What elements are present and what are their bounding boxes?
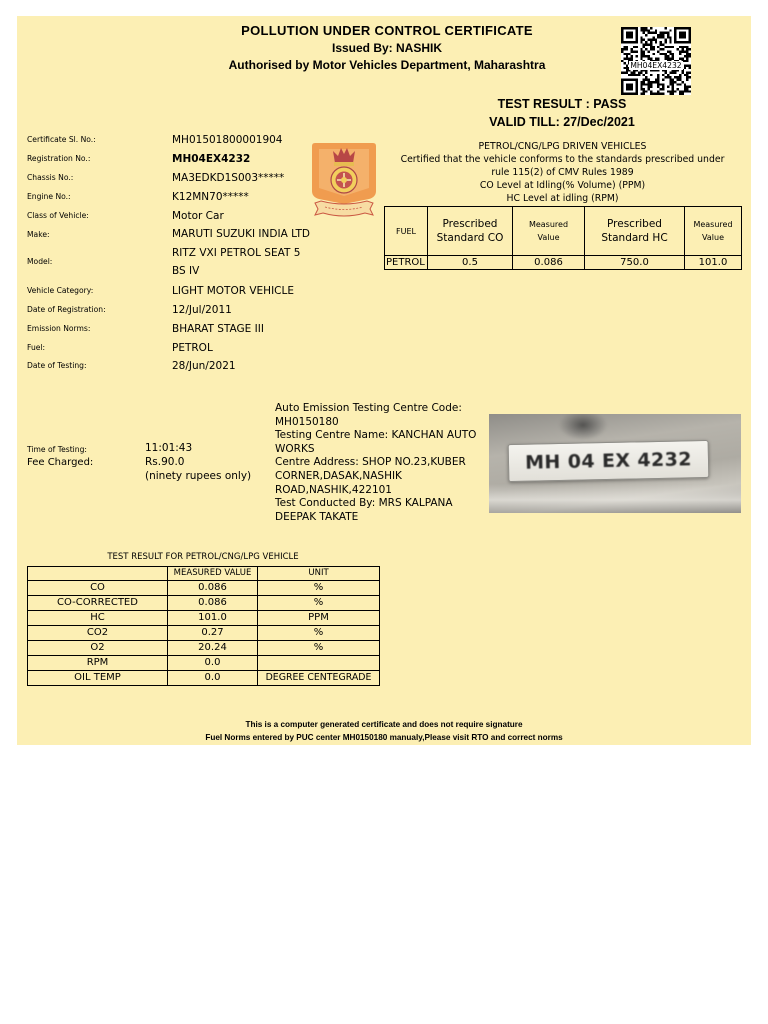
testing-centre-line: DEEPAK TAKATE	[275, 510, 359, 523]
results-header-row	[28, 567, 380, 581]
prescribed-co-cell: 0.5	[428, 256, 513, 270]
table-row	[28, 671, 380, 686]
date-of-registration-label: Date of Registration:	[27, 305, 106, 314]
results-table-title: TEST RESULT FOR PETROL/CNG/LPG VEHICLE	[107, 552, 299, 562]
number-plate	[508, 440, 710, 482]
model-label: Model:	[27, 257, 53, 266]
qr-finder-pattern	[621, 79, 638, 95]
standards-line: rule 115(2) of CMV Rules 1989	[491, 167, 634, 178]
unit-cell: %	[258, 641, 380, 656]
testing-centre-line: ROAD,NASHIK,422101	[275, 483, 392, 496]
measured-co-header: Measured Value	[513, 207, 585, 256]
registration-number-label: Registration No.:	[27, 154, 91, 163]
measured-hc-header: Measured Value	[685, 207, 742, 256]
parameter-cell: O2	[28, 641, 168, 656]
table-row	[28, 611, 380, 626]
standards-header-row	[385, 207, 742, 256]
unit-header: UNIT	[258, 567, 380, 581]
fee-charged-value: Rs.90.0	[145, 456, 185, 468]
qr-code-label-text: MH04EX4232	[630, 61, 682, 70]
testing-centre-line: Test Conducted By: MRS KALPANA	[275, 497, 453, 510]
parameter-cell: OIL TEMP	[28, 671, 168, 686]
unit-cell: %	[258, 596, 380, 611]
table-row	[28, 656, 380, 671]
table-row	[28, 641, 380, 656]
standards-row	[385, 256, 742, 270]
make-label: Make:	[27, 230, 50, 239]
measured-value-cell: 0.27	[168, 626, 258, 641]
time-of-testing-value: 11:01:43	[145, 442, 193, 454]
measured-co-cell: 0.086	[513, 256, 585, 270]
standards-heading: PETROL/CNG/LPG DRIVEN VEHICLES	[478, 141, 647, 152]
unit-cell	[258, 656, 380, 671]
parameter-cell: HC	[28, 611, 168, 626]
test-result: TEST RESULT : PASS	[497, 97, 627, 111]
table-row	[28, 626, 380, 641]
prescribed-co-header: Prescribed Standard CO	[428, 207, 513, 256]
qr-finder-pattern	[674, 27, 691, 43]
measured-value-cell: 0.0	[168, 656, 258, 671]
testing-centre-line: Centre Address: SHOP NO.23,KUBER	[275, 456, 466, 469]
testing-centre-line: MH0150180	[275, 415, 339, 428]
make-value: MARUTI SUZUKI INDIA LTD	[172, 228, 310, 240]
vehicle-category-value: LIGHT MOTOR VEHICLE	[172, 285, 294, 297]
test-results-table	[27, 566, 380, 686]
emission-norms-label: Emission Norms:	[27, 324, 91, 333]
prescribed-hc-cell: 750.0	[585, 256, 685, 270]
number-plate-text: MH 04 EX 4232	[524, 448, 693, 474]
measured-value-cell: 0.086	[168, 596, 258, 611]
measured-hc-cell: 101.0	[685, 256, 742, 270]
fee-charged-label: Fee Charged:	[27, 457, 94, 468]
class-of-vehicle-value: Motor Car	[172, 210, 224, 222]
prescribed-hc-header: Prescribed Standard HC	[585, 207, 685, 256]
certificate-number-label: Certificate Sl. No.:	[27, 135, 96, 144]
car-badge-shadow	[559, 414, 607, 440]
parameter-cell: CO2	[28, 626, 168, 641]
testing-centre-line: Testing Centre Name: KANCHAN AUTO	[275, 429, 477, 442]
engine-number-value: K12MN70*****	[172, 191, 249, 203]
measured-value-cell: 20.24	[168, 641, 258, 656]
testing-centre-line: Auto Emission Testing Centre Code:	[275, 402, 462, 414]
chassis-number-label: Chassis No.:	[27, 173, 74, 182]
standards-line: HC Level at idling (RPM)	[506, 193, 619, 204]
certificate-number-value: MH01501800001904	[172, 134, 283, 146]
date-of-registration-value: 12/Jul/2011	[172, 304, 232, 316]
state-emblem	[309, 141, 379, 219]
fuel-header: FUEL	[385, 207, 428, 256]
parameter-cell: CO-CORRECTED	[28, 596, 168, 611]
measured-value-header: MEASURED VALUE	[168, 567, 258, 581]
testing-centre-line: WORKS	[275, 442, 315, 455]
issued-by: Issued By: NASHIK	[331, 41, 443, 55]
unit-cell: DEGREE CENTEGRADE	[258, 671, 380, 686]
footer-warning: Fuel Norms entered by PUC center MH0150180 manualy,Please visit RTO and correct norms	[205, 733, 563, 742]
parameter-cell: CO	[28, 581, 168, 596]
parameter-header	[28, 567, 168, 581]
testing-centre-line: CORNER,DASAK,NASHIK	[275, 470, 402, 482]
qr-finder-pattern	[621, 27, 638, 43]
engine-number-label: Engine No.:	[27, 192, 71, 201]
fuel-label: Fuel:	[27, 343, 46, 352]
date-of-testing-label: Date of Testing:	[27, 361, 87, 370]
footer-note: This is a computer generated certificate and does not require signature	[245, 720, 523, 729]
vehicle-number-plate-photo	[489, 414, 741, 513]
vehicle-category-label: Vehicle Category:	[27, 286, 94, 295]
date-of-testing-value: 28/Jun/2021	[172, 360, 236, 372]
registration-number-value: MH04EX4232	[172, 153, 251, 165]
standards-line: CO Level at Idling(% Volume) (PPM)	[479, 180, 646, 191]
measured-value-cell: 0.086	[168, 581, 258, 596]
table-row	[28, 596, 380, 611]
valid-till: VALID TILL: 27/Dec/2021	[489, 115, 635, 129]
certificate-title: POLLUTION UNDER CONTROL CERTIFICATE	[241, 23, 533, 38]
emission-standards-table	[384, 206, 742, 270]
measured-value-cell: 0.0	[168, 671, 258, 686]
measured-value-cell: 101.0	[168, 611, 258, 626]
unit-cell: PPM	[258, 611, 380, 626]
emission-norms-value: BHARAT STAGE III	[172, 323, 264, 335]
chassis-number-value: MA3EDKD1S003*****	[172, 172, 285, 184]
standards-line: Certified that the vehicle conforms to the standards prescribed under	[400, 154, 725, 165]
model-value-line2: BS IV	[172, 265, 200, 277]
fuel-cell: PETROL	[385, 256, 428, 270]
unit-cell: %	[258, 581, 380, 596]
model-value: RITZ VXI PETROL SEAT 5	[172, 247, 301, 259]
class-of-vehicle-label: Class of Vehicle:	[27, 211, 89, 220]
table-row	[28, 581, 380, 596]
fuel-value: PETROL	[172, 342, 213, 354]
unit-cell: %	[258, 626, 380, 641]
authorised-by: Authorised by Motor Vehicles Department, Maharashtra	[228, 58, 546, 72]
bumper-highlight	[489, 484, 741, 513]
time-of-testing-label: Time of Testing:	[27, 445, 87, 454]
fee-charged-in-words: (ninety rupees only)	[145, 470, 252, 482]
qr-code-label	[621, 55, 691, 73]
parameter-cell: RPM	[28, 656, 168, 671]
